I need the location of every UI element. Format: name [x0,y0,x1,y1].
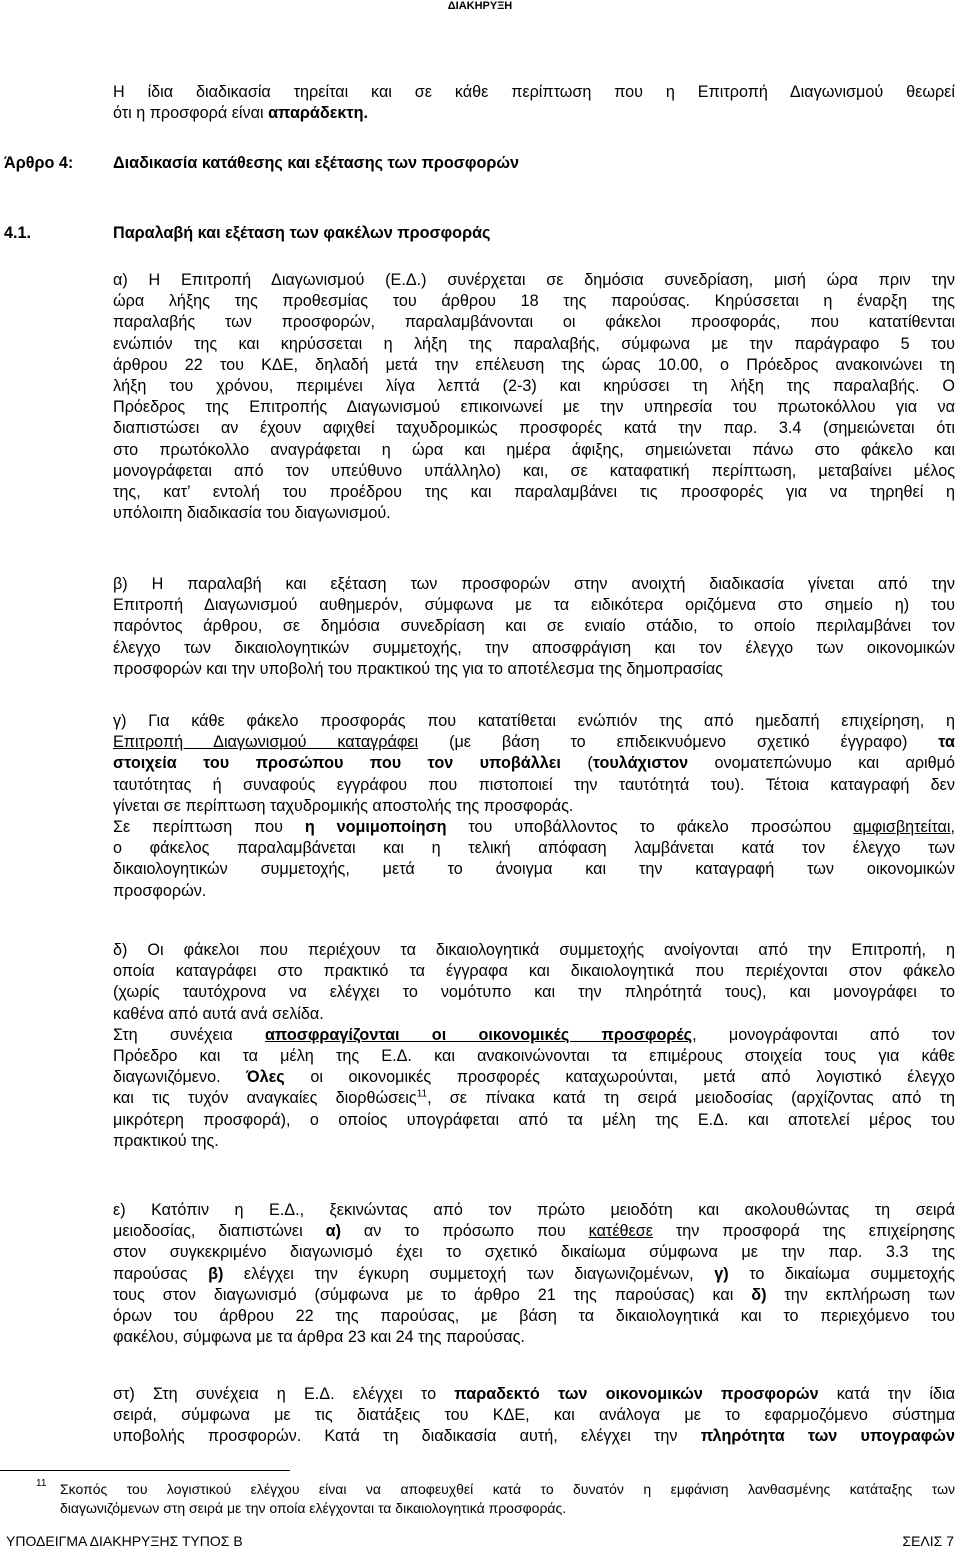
bold-text: δ) [751,1285,767,1304]
para-d-line [113,1025,955,1046]
text: , μονογράφονται από τον [692,1025,955,1044]
text: κατά την ίδια [818,1385,955,1403]
para-c-line: γίνεται σε περίπτωση ταχυδρομικής αποστολής της προσφοράς. [113,796,574,815]
bold-text: α) [325,1222,341,1241]
para-e-line: στον συγκεκριμένο διαγωνισμό έχει το σχετικό δικαίωμα σύμφωνα με την παρ. 3.3 της [113,1243,955,1262]
para-c-line [113,732,955,753]
para-a-line: υπόλοιπη διαδικασία του διαγωνισμού. [113,504,391,523]
article-title: Διαδικασία κατάθεσης και εξέτασης των προσφορών [113,154,520,172]
paragraph-a [113,270,955,524]
bold-underlined-text: αποσφραγίζονται οι οικονομικές προσφορές [264,1025,693,1044]
bold-text: β) [208,1264,224,1283]
para-a-line: μονογράφεται από τον υπεύθυνο υπάλληλο) και, σε καταφατική περίπτωση, μεταβαίνει μέλος [113,461,955,480]
para-f-line [113,1426,955,1447]
text: ελέγχει την έγκυρη συμμετοχή των διαγωνιζομένων, [223,1264,715,1283]
text: αν το πρόσωπο που [341,1222,589,1241]
text: τους στον διαγωνισμό (σύμφωνα με το άρθρο 21 της παρούσας) και [113,1285,752,1304]
paragraph-c [113,711,955,902]
text: μειοδοσίας, διαπιστώνει [113,1222,326,1241]
para-d-line [113,1088,955,1109]
bold-text: στοιχεία του προσώπου που τον υποβάλλει [113,754,561,773]
para-a-line: λήξη του χρόνου, περιμένει λίγα λεπτά (2-3) και κηρύσσει τη λήξη της παραλαβής. Ο [113,377,955,396]
text: διαγωνιζόμενο. [113,1068,247,1087]
para-d-line: δ) Οι φάκελοι που περιέχουν τα δικαιολογητικά συμμετοχής ανοίγονται από την Επιτροπή, η [113,941,955,959]
paragraph-e [113,1200,955,1348]
text: οι οικονομικές προσφορές καταχωρούνται, μετά από λογιστικό έλεγχο [284,1068,955,1087]
para-d-line: μικρότερη προσφορά), ο οποίος υπογράφεται από τα μέλη της Ε.Δ. και αποτελεί μέρος του [113,1110,955,1129]
paragraph-f [113,1384,955,1448]
intro-text: ότι η προσφορά είναι [113,104,269,123]
para-a-line: παραλαβής των προσφορών, παραλαμβάνονται οι φάκελοι προσφοράς, που κατατίθενται [113,313,955,332]
bold-text: η νομιμοποίηση [304,818,447,837]
para-b-line: Επιτροπή Διαγωνισμού αυθημερόν, σύμφωνα με τα ειδικότερα οριζόμενα στο σημείο η) του [113,596,955,615]
para-b-line: προσφορών και την υποβολή του πρακτικού της για το αποτέλεσμα της δημοπρασίας [113,659,723,678]
para-f-line [113,1384,955,1405]
text: Στη συνέχεια [113,1025,265,1044]
footnote [60,1480,955,1517]
intro-bold: απαράδεκτη. [268,104,369,123]
footer-page-number: ΣΕΛΙΣ 7 [902,1533,954,1549]
underlined-text: αμφισβητείται, [853,818,955,837]
underlined-text: κατέθεσε [588,1222,653,1241]
bold-text: Όλες [246,1068,285,1087]
para-b-line: έλεγχο των δικαιολογητικών συμμετοχής, την αποσφράγιση και τον έλεγχο των οικονομικών [113,638,955,657]
para-c-line: δικαιολογητικών συμμετοχής, μετά το άνοιγμα και την καταγραφή των οικονομικών [113,860,955,879]
text: ονοματεπώνυμο και αριθμό [688,754,955,773]
text: , σε πίνακα κατά τη σειρά μειοδοσίας (αρχίζοντας από τη [427,1089,955,1108]
para-a-line: ώρα λήξης της προθεσμίας του άρθρου 18 της παρούσας. Κηρύσσεται η έναρξη της [113,292,955,311]
article-label: Άρθρο 4: [4,154,74,172]
intro-paragraph [113,82,955,124]
para-a-line: α) Η Επιτροπή Διαγωνισμού (Ε.Δ.) συνέρχεται σε δημόσια συνεδρίαση, μισή ώρα πριν την [113,271,955,289]
para-e-line [113,1264,955,1285]
text: ( [560,754,593,773]
para-e-line [113,1285,955,1306]
text: (με βάση το επιδεικνυόμενο σχετικό έγγραφο) [418,733,939,752]
para-d-line [113,1067,955,1088]
bold-text: παραδεκτό των οικονομικών προσφορών [454,1385,819,1403]
text: Σε περίπτωση που [113,818,305,837]
footnote-line: διαγωνιζόμενων στη σειρά με την οποία ελέγχονται τα δικαιολογητικά προσφοράς. [60,1499,567,1516]
para-c-line: ο φάκελος παραλαμβάνεται και η τελική απόφαση λαμβάνεται κατά τον έλεγχο των [113,839,955,858]
para-a-line: άρθρου 22 του ΚΔΕ, δηλαδή μετά την επέλευση της ώρας 10.00, ο Πρόεδρος ανακοινώνει τη [113,355,955,374]
para-d-line: (χωρίς ταυτόχρονα να ελέγχει το νομότυπο και την πληρότητά τους), και μονογράφει το [113,983,955,1002]
text: στ) Στη συνέχεια η Ε.Δ. ελέγχει το [113,1385,455,1403]
para-c-line [113,817,955,838]
para-b-line: β) Η παραλαβή και εξέταση των προσφορών στην ανοιχτή διαδικασία γίνεται από την [113,575,955,593]
para-a-line: της, κατ’ εντολή του προέδρου της και παραλαμβάνει τις προσφορές για να τηρηθεί η [113,483,955,502]
text: την προσφορά της επιχείρησης [652,1222,956,1241]
text: υποβολής προσφορών. Κατά τη διαδικασία αυτή, ελέγχει την [113,1427,701,1446]
underlined-text: Επιτροπή Διαγωνισμού καταγράφει [113,733,419,752]
footer-document-title: ΥΠΟΔΕΙΓΜΑ ΔΙΑΚΗΡΥΞΗΣ ΤΥΠΟΣ Β [6,1533,243,1549]
footnote-mark: 11 [36,1478,47,1489]
para-a-line: στο πρωτόκολλο αναγράφεται η ώρα και ημέρα άφιξης, σημειώνεται πάνω στο φάκελο και [113,440,955,459]
para-e-line: ε) Κατόπιν η Ε.Δ., ξεκινώντας από τον πρώτο μειοδότη και ακολουθώντας τη σειρά [113,1201,955,1219]
footnote-separator [0,1470,290,1471]
footnote-reference: 11 [416,1089,428,1101]
intro-line-1: Η ίδια διαδικασία τηρείται και σε κάθε περίπτωση που η Επιτροπή Διαγωνισμού θεωρεί [113,83,955,101]
text: και τις τυχόν αναγκαίες διορθώσεις [113,1089,417,1108]
page-header: ΔΙΑΚΗΡΥΞΗ [447,0,513,12]
para-b-line: παρόντος άρθρου, σε δημόσια συνεδρίαση και σε ενιαίο στάδιο, το οποίο περιλαμβάνει τον [113,617,955,636]
section-title: Παραλαβή και εξέταση των φακέλων προσφοράς [113,224,491,242]
para-c-line: προσφορών. [113,881,207,900]
bold-text: τουλάχιστον [592,754,689,773]
paragraph-d [113,940,955,1152]
para-c-line: ταυτότητας ή συναφούς εγγράφου που πιστοποιεί την ταυτότητά του). Τέτοια καταγραφή δεν [113,775,955,794]
section-number: 4.1. [4,224,32,242]
para-e-line: φακέλου, σύμφωνα με τα άρθρα 23 και 24 της παρούσας. [113,1328,525,1347]
para-c-line: γ) Για κάθε φάκελο προσφοράς που κατατίθεται ενώπιόν της από ημεδαπή επιχείρηση, η [113,712,955,730]
bold-text: γ) [714,1264,729,1283]
text: την εκπλήρωση των [766,1285,956,1304]
text: το δικαίωμα συμμετοχής [728,1264,955,1283]
bold-text: τα [938,733,955,752]
para-a-line: διαπιστώσει αν έχουν αφιχθεί ταχυδρομικώς προσφορές κατά την παρ. 3.4 (σημειώνεται ότι [113,419,955,438]
para-d-line: οποία καταγράφει στο πρακτικό τα έγγραφα και δικαιολογητικά που περιέχονται στον φάκελο [113,962,955,981]
para-e-line [113,1221,955,1242]
para-c-line [113,753,955,774]
text: του υποβάλλοντος το φάκελο προσώπου [446,818,854,837]
para-a-line: ενώπιόν της και κηρύσσεται η λήξη της παραλαβής, σύμφωνα με την παράγραφο 5 του [113,334,955,353]
para-d-line: καθένα από αυτά ανά σελίδα. [113,1004,324,1023]
para-a-line: Πρόεδρος της Επιτροπής Διαγωνισμού επικοινωνεί με την υπηρεσία του πρωτοκόλλου για να [113,398,955,417]
para-f-line: σειρά, σύμφωνα με τις διατάξεις του ΚΔΕ, και ανάλογα με το εφαρμοζόμενο σύστημα [113,1406,955,1425]
para-d-line: πρακτικού της. [113,1131,219,1150]
para-d-line: Πρόεδρο και τα μέλη της Ε.Δ. και ανακοινώνονται τα επιμέρους στοιχεία τους για κάθε [113,1047,955,1066]
bold-text: πληρότητα των υπογραφών [700,1427,955,1446]
intro-line-2 [113,103,955,124]
text: παρούσας [113,1264,209,1283]
footnote-line: Σκοπός του λογιστικού ελέγχου είναι να αποφευχθεί κατά το δυνατόν η εμφάνιση λανθασμένης κατάταξης των [60,1481,955,1497]
para-e-line: όρων του άρθρου 22 της παρούσας, με βάση τα δικαιολογητικά και το περιεχόμενο του [113,1307,955,1326]
paragraph-b [113,574,955,680]
